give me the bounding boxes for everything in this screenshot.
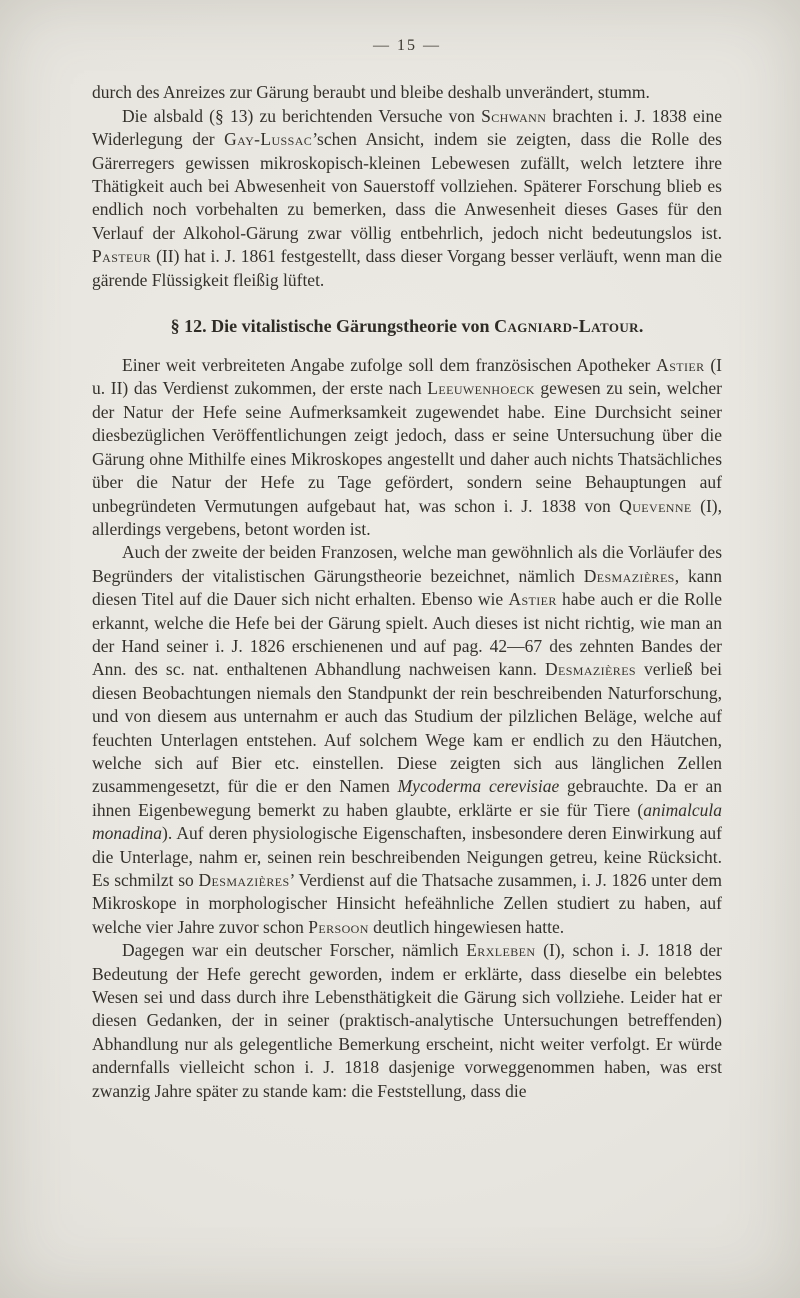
paragraph-continuation: durch des Anreizes zur Gärung beraubt und bleibe deshalb unverändert, stumm. [92,82,650,103]
paragraph-schwann-experiments: Die alsbald (§ 13) zu berichtenden Versuche von Schwann brachten i. J. 1838 eine Widerlegung der Gay-Lussac’schen Ansicht, indem sie zeigten, dass die Rolle des Gärerregers gewissen mikroskopisch-kleinen Lebewesen zufällt, welch letztere ihre Thätigkeit auch bei Abwesenheit von Sauerstoff vollziehen. Späterer Forschung blieb es endlich noch vorbehalten zu bemerken, dass die Anwesenheit dieses Gases für den Verlauf der Alkohol-Gärung zwar völlig entbehrlich, jedoch nicht bedeutungslos ist. Pasteur (II) hat i. J. 1861 festgestellt, dass dieser Vorgang besser verläuft, wenn man die gärende Flüssigkeit fleißig lüftet. [92,105,723,290]
section-heading: § 12. Die vitalistische Gärungstheorie von Cagniard-Latour. [170,316,644,337]
paragraph-erxleben: Dagegen war ein deutscher Forscher, nämlich Erxleben (I), schon i. J. 1818 der Bedeutung der Hefe gerecht geworden, indem er erklärte, dass dieselbe ein belebtes Wesen sei und dass durch ihre Lebensthätigkeit die Gärung sich vollziehe. Leider hat er diesen Gedanken, der in seiner (praktisch-analytische Untersuchungen betreffenden) Abhandlung nur als gelegentliche Bemerkung erscheint, nicht weiter verfolgt. Er würde andernfalls vielleicht schon i. J. 1818 dasjenige vorweggenommen haben, was erst zwanzig Jahre später zu stande kam: die Feststellung, dass die [92,940,722,1101]
page-number: — 15 — [373,37,441,54]
paragraph-astier: Einer weit verbreiteten Angabe zufolge soll dem französischen Apotheker Astier (I u. II) das Verdienst zukommen, der erste nach Leeuwenhoeck gewesen zu sein, welcher der Natur der Hefe seine Aufmerksamkeit zugewendet habe. Eine Durchsicht seiner diesbezüglichen Veröffentlichungen zeigt jedoch, dass er seine Untersuchung über die Gärung ohne Mithilfe eines Mikroskopes angestellt und daher auch nichts Thatsächliches über die Natur der Hefe zu Tage gefördert, sondern seine Behauptungen auf unbegründeten Vermutungen aufgebaut hat, was schon i. J. 1838 von Quevenne (I), allerdings vergebens, betont worden ist. [92,355,723,539]
paragraph-desmazieres: Auch der zweite der beiden Franzosen, welche man gewöhnlich als die Vorläufer des Begründers der vitalistischen Gärungstheorie bezeichnet, nämlich Desmazières, kann diesen Titel auf die Dauer sich nicht erhalten. Ebenso wie Astier habe auch er die Rolle erkannt, welche die Hefe bei der Gärung spielt. Auch dieses ist nicht richtig, wie man an der Hand seiner i. J. 1826 erschienenen und auf pag. 42—67 des zehnten Bandes der Ann. des sc. nat. enthaltenen Abhandlung nachweisen kann. Desmazières verließ bei diesen Beobachtungen niemals den Standpunkt der rein beschreibenden Naturforschung, und von diesem aus unternahm er auch das Studium der pilzlichen Beläge, welche auf feuchten Unterlagen entstehen. Auf solchem Wege kam er endlich zu den Häutchen, welche sich auf Bier etc. einstellen. Diese zeigten sich aus länglichen Zellen zusammengesetzt, für die er den Namen Mycoderma cerevisiae gebrauchte. Da er an ihnen Eigenbewegung bemerkt zu haben glaubte, erklärte er sie für Tiere (animalcula monadina). Auf deren physiologische Eigenschaften, insbesondere deren Einwirkung auf die Unterlage, nahm er, seinen rein beschreibenden Neigungen getreu, keine Rücksicht. Es schmilzt so Desmazières’ Verdienst auf die Thatsache zusammen, i. J. 1826 unter dem Mikroskope in morphologischer Hinsicht hefeähnliche Zellen studiert zu haben, auf welche vier Jahre zuvor schon Persoon deutlich hingewiesen hatte. [92,542,723,937]
